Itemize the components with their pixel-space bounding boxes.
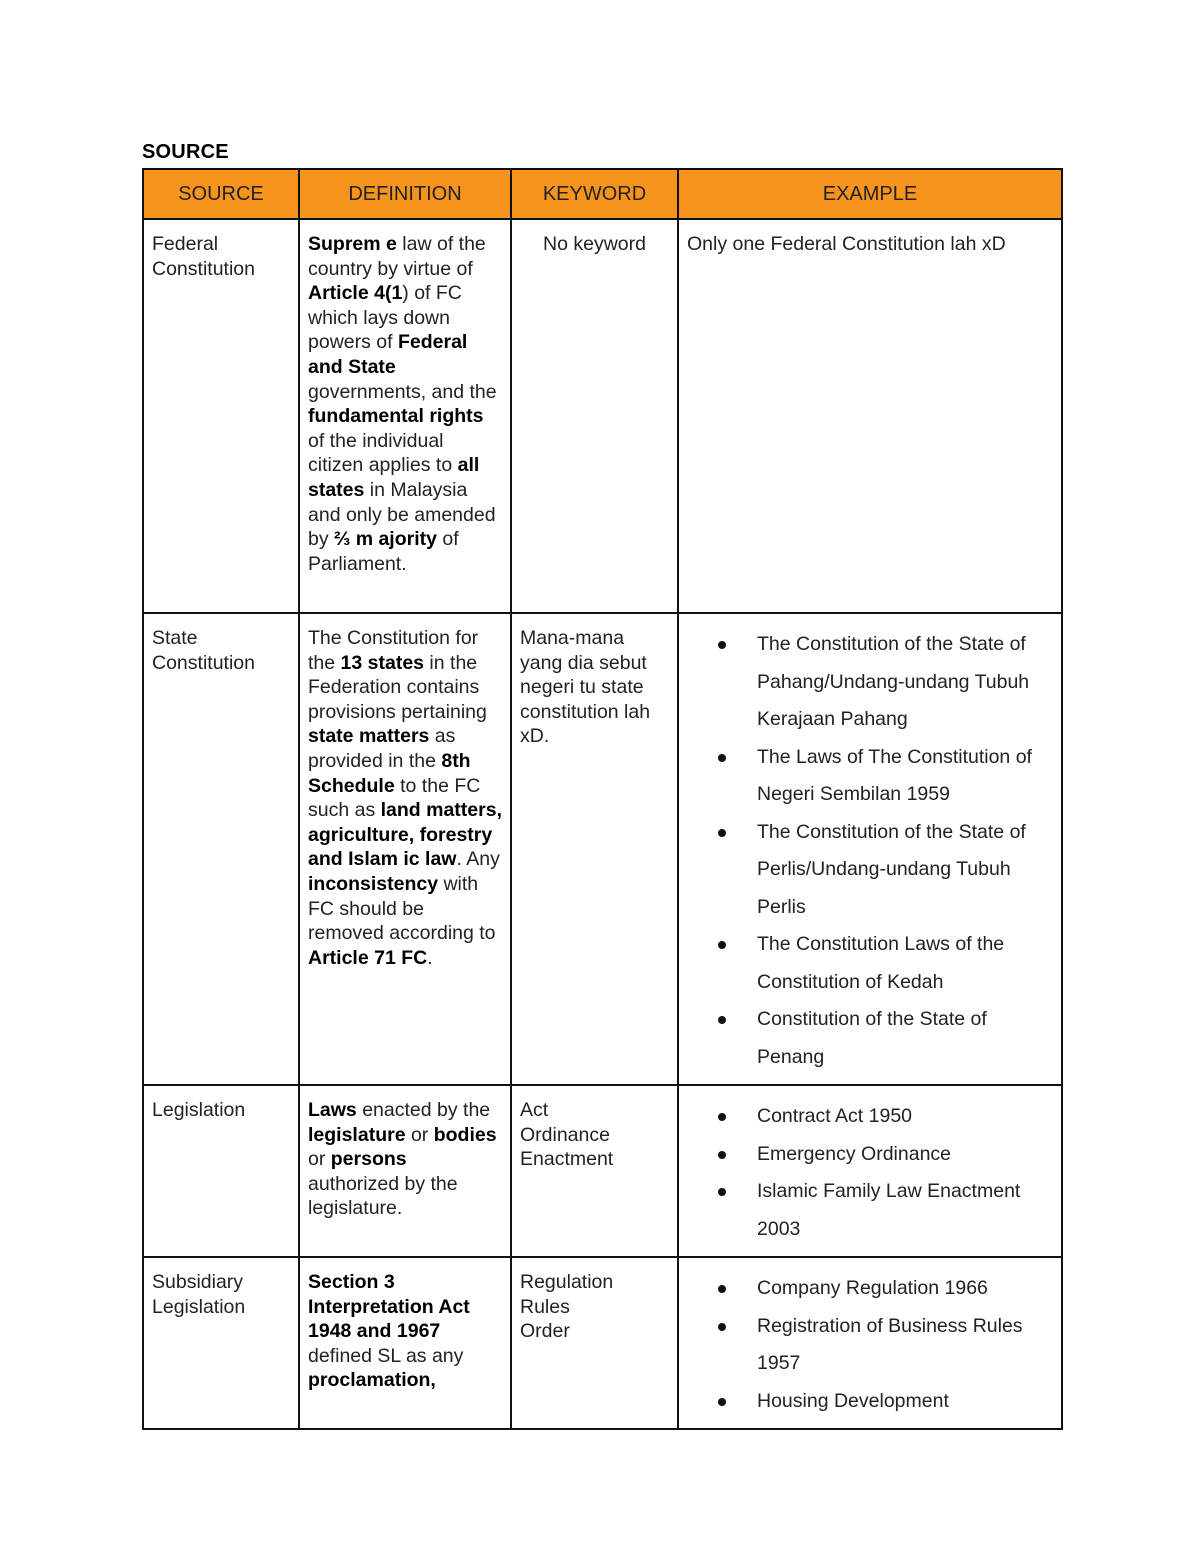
keyword-line: Enactment — [520, 1148, 614, 1171]
bullet-icon — [718, 1016, 726, 1024]
definition-text: enacted by the — [356, 1099, 491, 1121]
bullet-icon — [718, 1398, 726, 1406]
keyword-line: Order — [520, 1320, 570, 1343]
table-row-legislation — [143, 1085, 1062, 1257]
bullet-icon — [718, 1151, 726, 1159]
bullet-icon — [718, 1188, 726, 1196]
example-list — [687, 626, 1053, 1076]
source-cell: Federal Constitution — [143, 219, 299, 613]
bullet-icon — [718, 641, 726, 649]
bold-term: fundamental rights — [308, 405, 484, 428]
keyword-line: Ordinance — [520, 1123, 610, 1146]
example-list — [687, 1098, 1053, 1248]
definition-text: law of the country by virtue of — [308, 233, 486, 280]
example-cell: Only one Federal Constitution lah xD — [678, 219, 1062, 613]
list-item: Emergency Ordinance — [757, 1136, 1053, 1174]
bold-term: Section 3 Interpretation Act 1948 and 1967 — [308, 1271, 470, 1343]
source-table — [142, 168, 1063, 1430]
definition-text: . — [427, 946, 433, 969]
header-example: EXAMPLE — [678, 169, 1062, 219]
definition-cell — [299, 219, 511, 613]
bold-term: Article 71 FC — [308, 946, 428, 969]
list-item: Registration of Business Rules 1957 — [757, 1308, 1053, 1383]
source-cell: State Constitution — [143, 613, 299, 1085]
bold-term: Laws — [308, 1099, 357, 1121]
keyword-line: Rules — [520, 1295, 570, 1318]
bullet-icon — [718, 1323, 726, 1331]
example-list — [687, 1270, 1053, 1420]
keyword-line: Regulation — [520, 1271, 614, 1293]
definition-text: . Any — [456, 848, 500, 871]
bold-term: 8th Schedule — [308, 749, 471, 797]
bold-term: persons — [330, 1148, 407, 1171]
bold-term: inconsistency — [308, 872, 439, 895]
definition-text: authorized by the legislature. — [308, 1172, 458, 1220]
header-definition: DEFINITION — [299, 169, 511, 219]
bold-term: land matters, agriculture, forestry and Islam ic law — [308, 799, 502, 871]
bold-term: Suprem e — [308, 233, 397, 255]
definition-text: The Constitution for the — [308, 627, 479, 674]
keyword-line: Act — [520, 1099, 549, 1121]
list-item: The Constitution of the State of Pahang/Undang-undang Tubuh Kerajaan Pahang — [757, 626, 1053, 739]
definition-text: in Malaysia and only be amended by — [308, 478, 496, 551]
list-item: Contract Act 1950 — [757, 1098, 1053, 1136]
table-row-state-constitution — [143, 613, 1062, 1085]
keyword-cell: Mana-mana yang dia sebut negeri tu state constitution lah xD. — [511, 613, 678, 1085]
definition-cell — [299, 613, 511, 1085]
bold-term: all states — [308, 454, 480, 501]
definition-text: or — [308, 1148, 331, 1171]
list-item: The Laws of The Constitution of Negeri Sembilan 1959 — [757, 739, 1053, 814]
list-item: Constitution of the State of Penang — [757, 1001, 1053, 1076]
bold-term: state matters — [308, 725, 430, 748]
example-cell — [678, 1257, 1062, 1429]
table-row-federal-constitution — [143, 219, 1062, 613]
list-item: Islamic Family Law Enactment 2003 — [757, 1173, 1053, 1248]
bullet-icon — [718, 754, 726, 762]
bold-term: ⅔ m ajority — [334, 528, 437, 551]
example-cell — [678, 1085, 1062, 1257]
example-cell — [678, 613, 1062, 1085]
source-cell: Subsidiary Legislation — [143, 1257, 299, 1429]
definition-text: as provided in the — [308, 725, 456, 772]
definition-text: ) of FC which lays down powers of — [308, 282, 462, 354]
definition-text: with FC should be removed according to — [308, 872, 496, 945]
definition-cell — [299, 1085, 511, 1257]
definition-text: governments, and the — [308, 380, 497, 403]
bold-term: proclamation, — [308, 1369, 436, 1392]
keyword-cell — [511, 1257, 678, 1429]
definition-text: or — [405, 1123, 434, 1146]
definition-text: to the FC such as — [308, 774, 481, 822]
list-item: The Constitution of the State of Perlis/Undang-undang Tubuh Perlis — [757, 814, 1053, 927]
bold-term: bodies — [433, 1123, 497, 1146]
list-item: Company Regulation 1966 — [757, 1270, 1053, 1308]
source-cell: Legislation — [143, 1085, 299, 1257]
bold-term: legislature — [308, 1123, 406, 1146]
definition-text: in the Federation contains provisions pertaining — [308, 651, 487, 723]
table-header-row — [143, 169, 1062, 219]
bullet-icon — [718, 1285, 726, 1293]
bullet-icon — [718, 1113, 726, 1121]
definition-text: of Parliament. — [308, 528, 459, 575]
list-item: Housing Development — [757, 1383, 1053, 1421]
header-source: SOURCE — [143, 169, 299, 219]
keyword-cell: No keyword — [511, 219, 678, 613]
bold-term: 13 states — [340, 651, 425, 674]
bold-term: Federal and State — [308, 331, 468, 378]
definition-text: of the individual citizen applies to — [308, 429, 458, 477]
keyword-cell — [511, 1085, 678, 1257]
definition-text: defined SL as any — [308, 1344, 464, 1367]
table-row-subsidiary-legislation — [143, 1257, 1062, 1429]
header-keyword: KEYWORD — [511, 169, 678, 219]
bullet-icon — [718, 941, 726, 949]
page-title: SOURCE — [142, 141, 229, 163]
bold-term: Article 4(1 — [308, 282, 403, 305]
list-item: The Constitution Laws of the Constitution of Kedah — [757, 926, 1053, 1001]
definition-cell — [299, 1257, 511, 1429]
bullet-icon — [718, 829, 726, 837]
